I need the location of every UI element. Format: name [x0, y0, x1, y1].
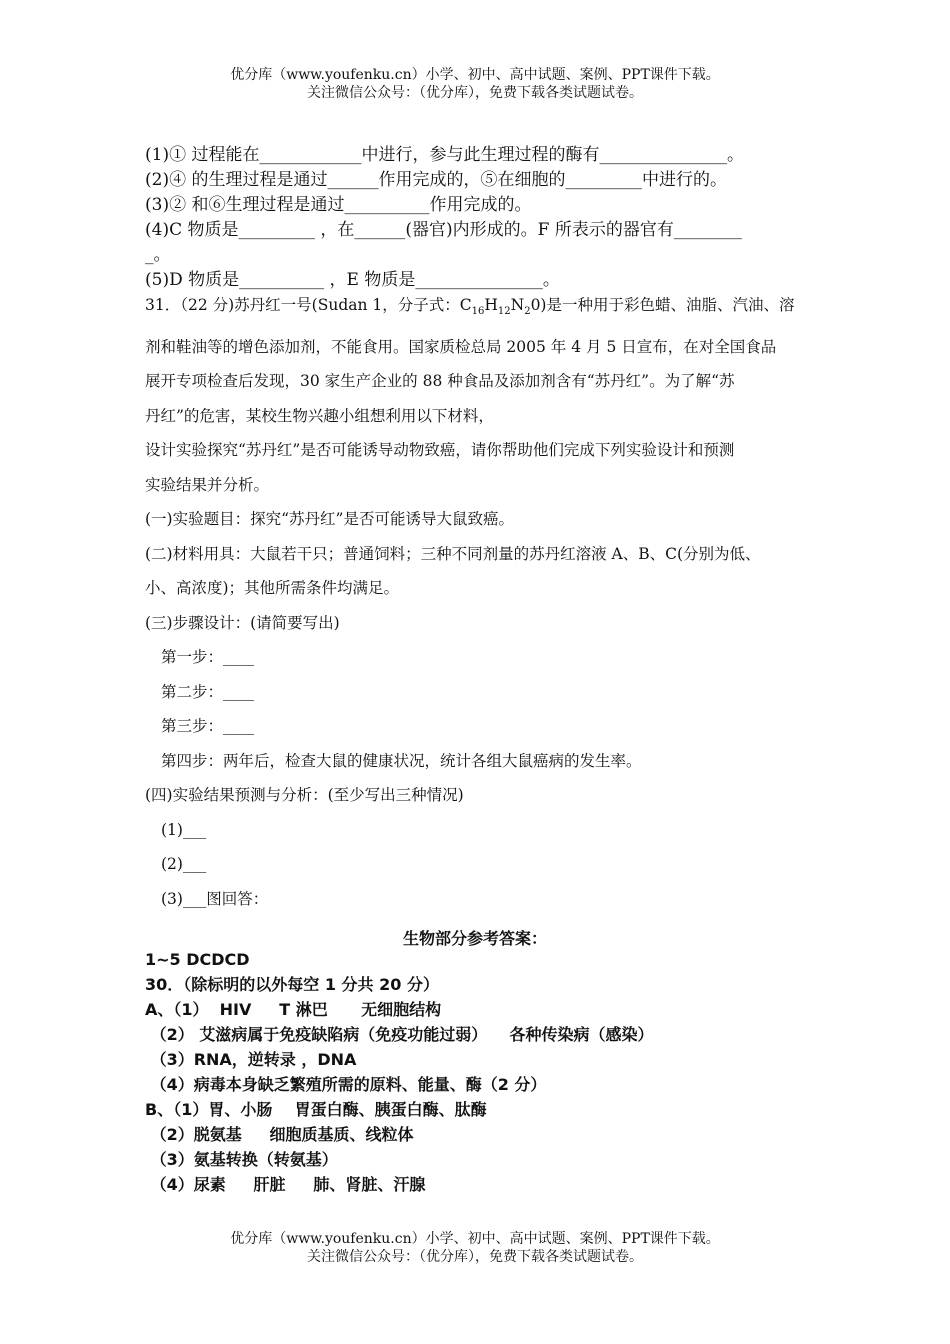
answer-line: 30．（除标明的以外每空 1 分共 20 分） — [145, 975, 439, 994]
q30-line: (3)② 和⑥生理过程是通过__________作用完成的。 — [145, 195, 532, 215]
q31-line: (二)材料用具：大鼠若干只；普通饲料；三种不同剂量的苏丹红溶液 A、B、C(分别为低、 — [145, 544, 761, 563]
q31-line: 设计实验探究“苏丹红”是否可能诱导动物致癌，请你帮助他们完成下列实验设计和预测 — [145, 441, 735, 460]
answer-line: 1~5 DCDCD — [145, 950, 250, 969]
results-title: (四)实验结果预测与分析：(至少写出三种情况) — [145, 786, 464, 805]
q30-line: _。 — [145, 245, 171, 265]
q31-line: 剂和鞋油等的增色添加剂，不能食用。国家质检总局 2005 年 4 月 5 日宣布，在对全国食品 — [145, 337, 777, 356]
answer-line: A、（1） HIV T 淋巴 无细胞结构 — [145, 1000, 442, 1019]
q31-line: (一)实验题目：探究“苏丹红”是否可能诱导大鼠致癌。 — [145, 510, 514, 529]
result-line: (1)___ — [161, 820, 207, 839]
q31-line: 实验结果并分析。 — [145, 475, 270, 494]
header-line-2: 关注微信公众号：（优分库），免费下载各类试题试卷。 — [307, 85, 643, 101]
footer-line-2: 关注微信公众号：（优分库），免费下载各类试题试卷。 — [307, 1249, 643, 1265]
q31-line: 丹红”的危害，某校生物兴趣小组想利用以下材料， — [145, 406, 494, 425]
page-header — [0, 66, 950, 102]
answers-title: 生物部分参考答案： — [402, 929, 547, 948]
step-line: 第四步：两年后，检查大鼠的健康状况，统计各组大鼠癌病的发生率。 — [161, 751, 642, 770]
step-line: 第一步：____ — [161, 648, 255, 667]
step-line: 第三步：____ — [161, 717, 255, 736]
result-line: (2)___ — [161, 855, 207, 874]
q31-line: 展开专项检查后发现，30 家生产企业的 88 种食品及添加剂含有“苏丹红”。为了解“苏 — [145, 372, 735, 391]
q31-line: (三)步骤设计：(请简要写出) — [145, 613, 340, 632]
answer-key — [145, 947, 810, 1197]
answer-line: B、（1）胃、小肠 胃蛋白酶、胰蛋白酶、肽酶 — [145, 1100, 487, 1119]
answer-line: （3）RNA，逆转录 ，DNA — [145, 1050, 357, 1069]
q30-line: (2)④ 的生理过程是通过______作用完成的，⑤在细胞的_________中进行的。 — [145, 170, 727, 190]
result-line: (3)___图回答： — [161, 889, 269, 908]
q31-intro: 31．（22 分)苏丹红一号(Sudan 1，分子式：$C_{16}H_{12}N_20$)是一种用于彩色蜡、油脂、汽油、溶 — [145, 296, 795, 318]
answer-line: （2）脱氨基 细胞质基质、线粒体 — [145, 1125, 414, 1144]
step-line: 第二步：____ — [161, 682, 255, 701]
footer-line-1: 优分库（www.youfenku.cn）小学、初中、高中试题、案例、PPT课件下载。 — [230, 1231, 720, 1247]
header-line-1: 优分库（www.youfenku.cn）小学、初中、高中试题、案例、PPT课件下载。 — [230, 67, 720, 83]
answer-line: （4）病毒本身缺乏繁殖所需的原料、能量、酶（2 分） — [145, 1075, 547, 1094]
question-30-blanks — [145, 143, 810, 293]
q31-line: 小、高浓度)；其他所需条件均满足。 — [145, 579, 400, 598]
answer-line: （4）尿素 肝脏 肺、肾脏、汗腺 — [145, 1175, 426, 1194]
q30-line: (4)C 物质是_________ ，在______(器官)内形成的。F 所表示的器官有________ — [145, 220, 742, 240]
page-footer — [0, 1230, 950, 1266]
answer-line: （2） 艾滋病属于免疫缺陷病（免疫功能过弱） 各种传染病（感染） — [145, 1025, 654, 1044]
q30-line: (5)D 物质是__________ ，E 物质是_______________。 — [145, 270, 560, 290]
answer-line: （3）氨基转换（转氨基） — [145, 1150, 338, 1169]
q30-line: (1)① 过程能在____________中进行，参与此生理过程的酶有_______________。 — [145, 145, 744, 165]
question-31 — [145, 288, 810, 916]
